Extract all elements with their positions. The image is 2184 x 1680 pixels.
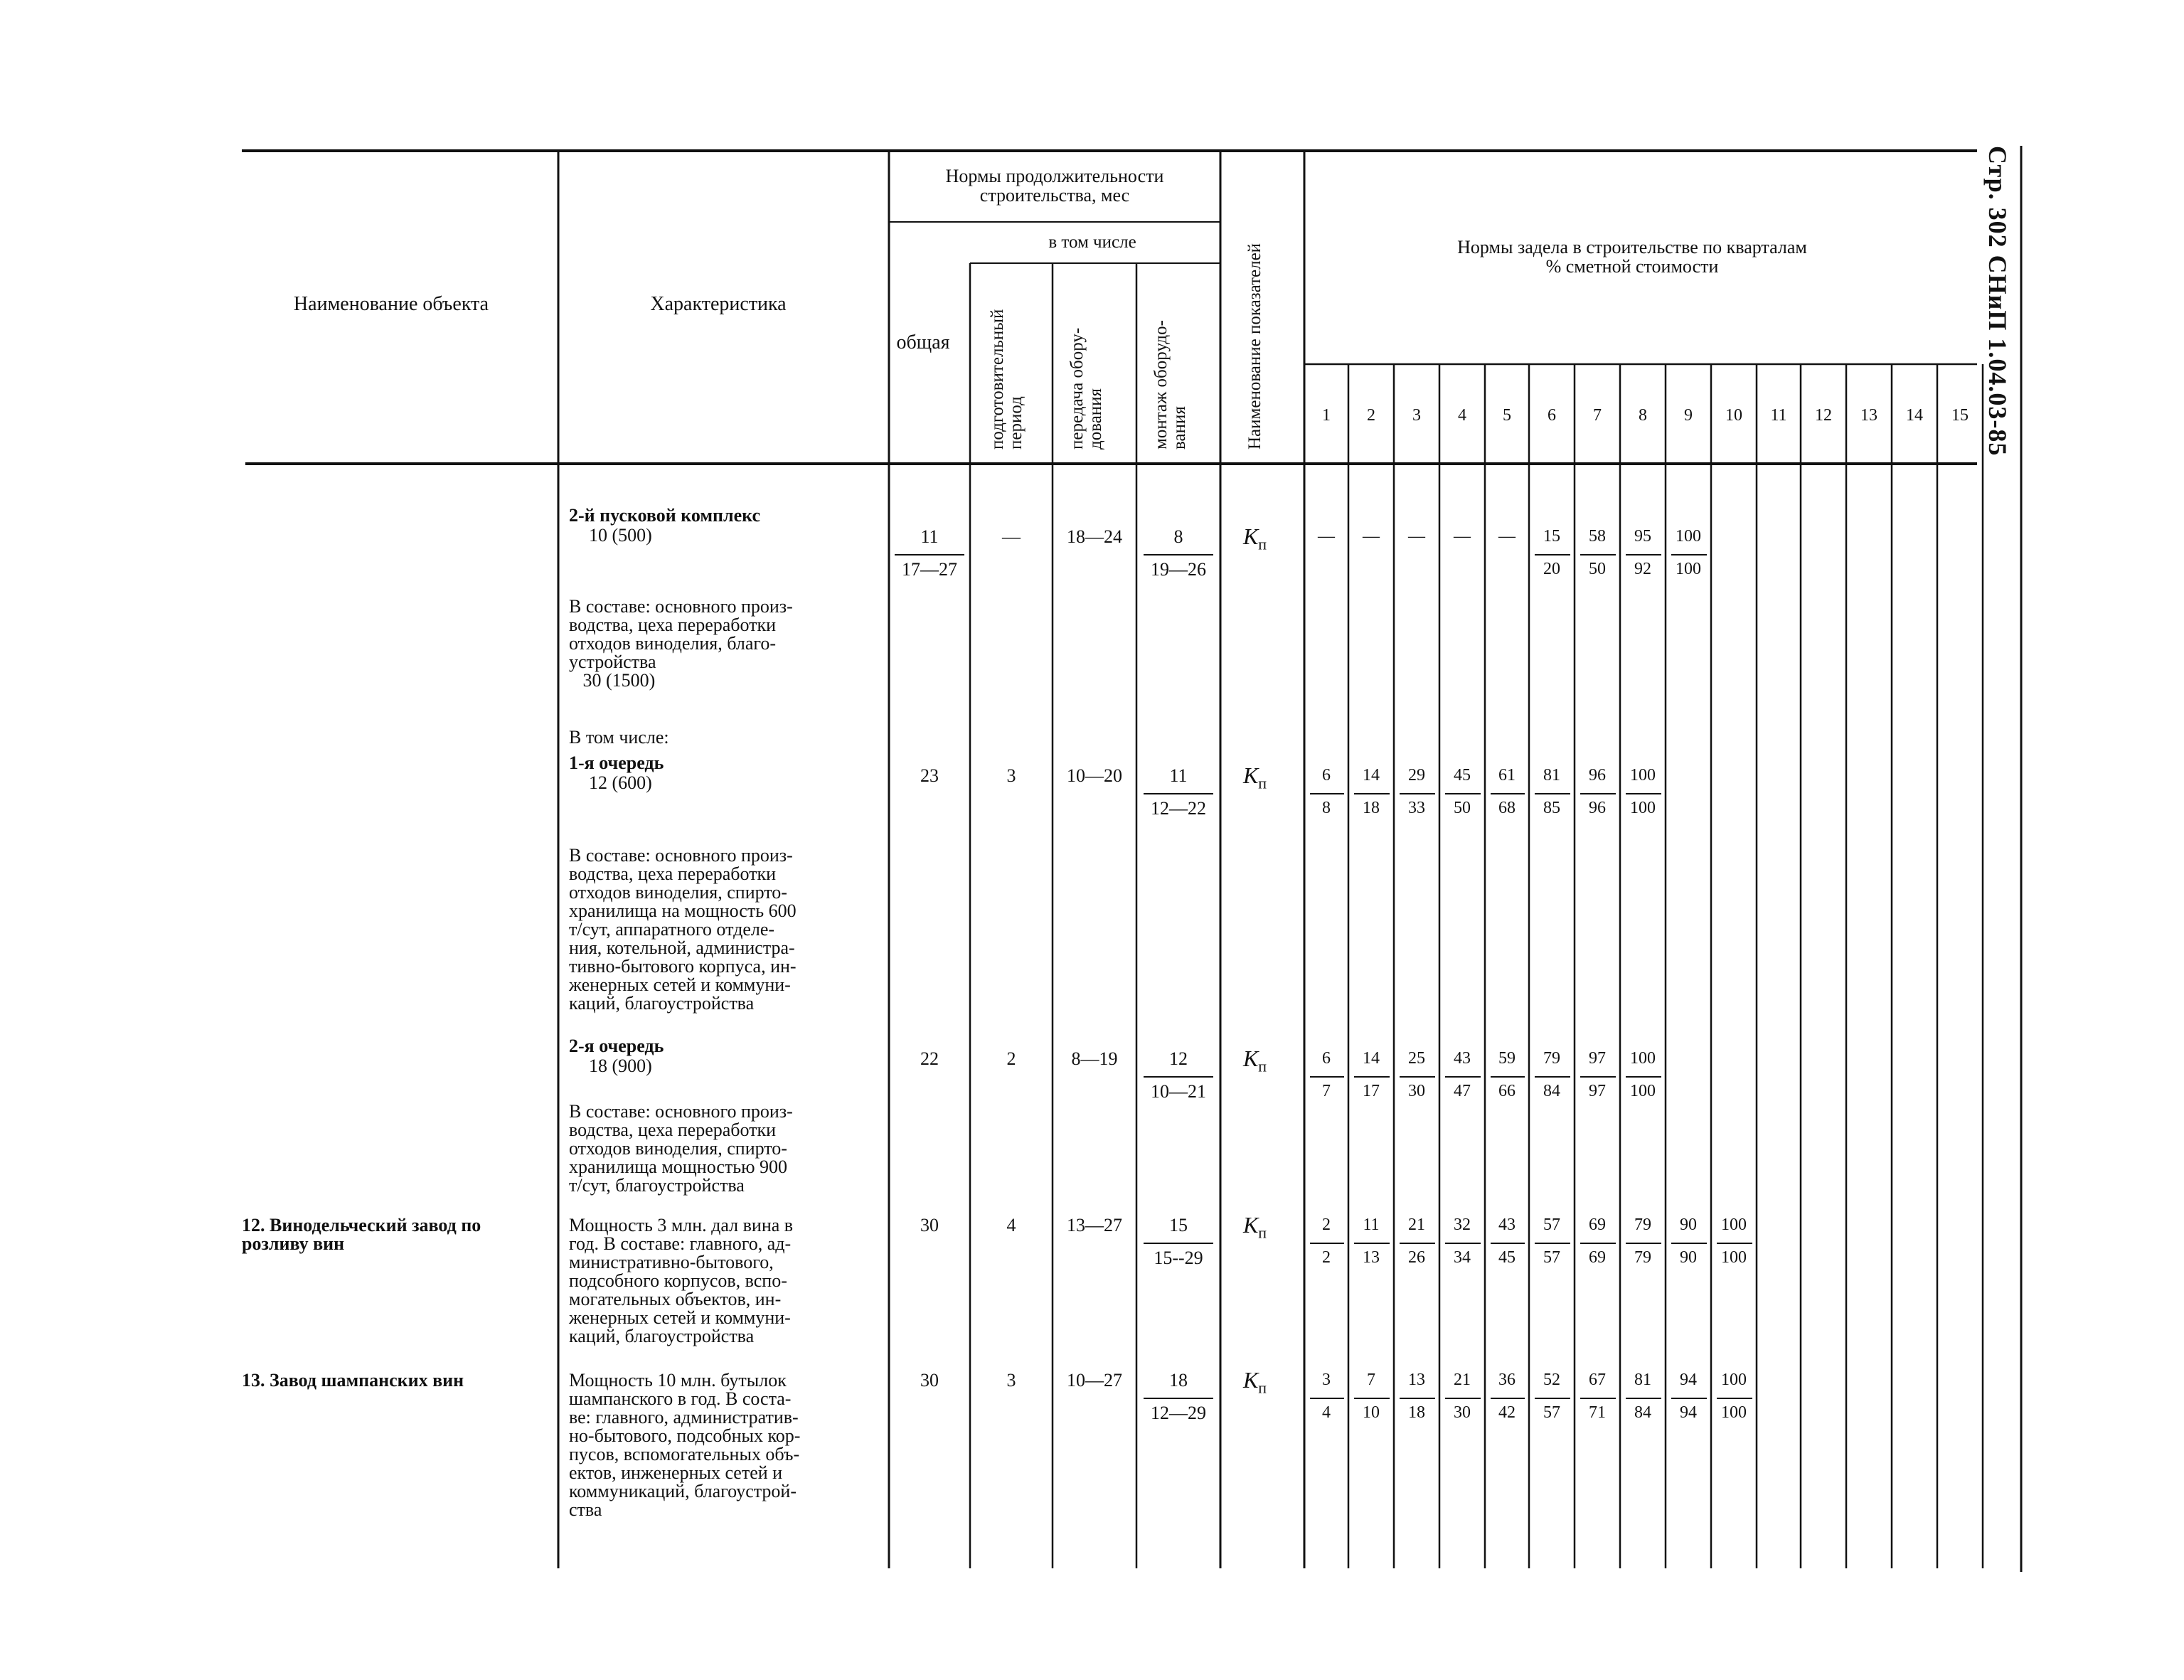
row-composition: В составе: основного произ- водства, цеха переработки отходов виноделия, благо- устройства 30 (1500) <box>569 596 793 691</box>
quarter-1-top: 2 <box>1322 1216 1331 1234</box>
quarter-header-10: 10 <box>1725 406 1742 425</box>
quarter-9-top: 90 <box>1680 1216 1697 1234</box>
header-total: общая <box>896 331 950 353</box>
equipment-install-value: 12 <box>1169 1048 1188 1069</box>
quarter-header-9: 9 <box>1684 406 1693 425</box>
quarter-7-top: 97 <box>1589 1049 1606 1068</box>
quarter-header-12: 12 <box>1815 406 1832 425</box>
quarter-5-top: — <box>1498 527 1516 546</box>
quarter-8-top: 95 <box>1634 527 1651 546</box>
equipment-transfer-value: 10—27 <box>1067 1370 1122 1391</box>
quarter-header-8: 8 <box>1639 406 1647 425</box>
equipment-install-value: 11 <box>1169 765 1188 786</box>
quarter-9-bottom: 100 <box>1676 560 1701 578</box>
quarter-6-bottom: 57 <box>1543 1403 1560 1422</box>
quarter-1-top: 3 <box>1322 1371 1331 1389</box>
header-duration-norms: Нормы продолжительности строительства, мес <box>945 166 1164 206</box>
quarter-6-top: 79 <box>1543 1049 1560 1068</box>
quarter-7-top: 96 <box>1589 766 1606 785</box>
quarter-4-bottom: 50 <box>1454 799 1471 817</box>
row-composition: Мощность 3 млн. дал вина в год. В составе: главного, ад- министративно-бытового, подсобного корпусов, вспо- могательных объектов, ин- женерных сетей и коммуни- каций, благоустройства <box>569 1215 794 1346</box>
quarter-7-bottom: 71 <box>1589 1403 1606 1422</box>
header-object-name: Наименование объекта <box>293 293 489 315</box>
equipment-transfer-value: 10—20 <box>1067 765 1122 786</box>
quarter-2-bottom: 18 <box>1363 799 1380 817</box>
quarter-8-bottom: 92 <box>1634 560 1651 578</box>
quarter-5-bottom: 45 <box>1498 1248 1516 1267</box>
prep-period-value: — <box>1002 526 1021 547</box>
indicator-kp: $К_п$ <box>1243 762 1267 792</box>
equipment-transfer-value: 18—24 <box>1067 526 1122 547</box>
quarter-2-bottom: 13 <box>1363 1248 1380 1267</box>
quarter-header-11: 11 <box>1770 406 1787 425</box>
quarter-5-top: 36 <box>1498 1371 1516 1389</box>
quarter-9-top: 94 <box>1680 1371 1697 1389</box>
prep-period-value: 3 <box>1006 1370 1016 1391</box>
quarter-header-3: 3 <box>1412 406 1421 425</box>
duration-total: 30 <box>920 1370 939 1391</box>
quarter-5-bottom: 42 <box>1498 1403 1516 1422</box>
quarter-9-bottom: 94 <box>1680 1403 1697 1422</box>
quarter-header-2: 2 <box>1367 406 1375 425</box>
quarter-1-bottom: 8 <box>1322 799 1331 817</box>
quarter-4-bottom: 34 <box>1454 1248 1471 1267</box>
quarter-7-bottom: 97 <box>1589 1082 1606 1100</box>
equipment-install-value: 18 <box>1169 1370 1188 1391</box>
header-prep-period: подготовительный период <box>988 309 1026 450</box>
duration-total: 30 <box>920 1215 939 1235</box>
indicator-kp: $К_п$ <box>1243 1046 1267 1075</box>
quarter-3-top: 29 <box>1408 766 1425 785</box>
quarter-4-top: — <box>1454 527 1471 546</box>
prep-period-value: 3 <box>1006 765 1016 786</box>
quarter-8-top: 81 <box>1634 1371 1651 1389</box>
prep-period-value: 2 <box>1006 1048 1016 1069</box>
quarter-3-top: 13 <box>1408 1371 1425 1389</box>
quarter-header-1: 1 <box>1322 406 1331 425</box>
quarter-6-top: 57 <box>1543 1216 1560 1234</box>
quarter-1-bottom: 2 <box>1322 1248 1331 1267</box>
duration-total: 23 <box>920 765 939 786</box>
row-pretitle: В том числе: <box>569 727 669 748</box>
quarter-6-bottom: 84 <box>1543 1082 1560 1100</box>
quarter-4-bottom: 47 <box>1454 1082 1471 1100</box>
row-capacity: 12 (600) <box>589 772 652 793</box>
header-indicator-name: Наименование показателей <box>1245 243 1264 450</box>
duration-total: 22 <box>920 1048 939 1069</box>
quarter-7-top: 69 <box>1589 1216 1606 1234</box>
quarter-header-4: 4 <box>1458 406 1466 425</box>
quarter-1-top: 6 <box>1322 766 1331 785</box>
equipment-install-sub: 12—29 <box>1151 1403 1206 1423</box>
quarter-2-top: 11 <box>1363 1216 1380 1234</box>
quarter-6-top: 81 <box>1543 766 1560 785</box>
quarter-6-bottom: 57 <box>1543 1248 1560 1267</box>
quarter-8-top: 79 <box>1634 1216 1651 1234</box>
quarter-2-top: 14 <box>1363 766 1380 785</box>
quarter-5-top: 59 <box>1498 1049 1516 1068</box>
row-composition: В составе: основного произ- водства, цеха переработки отходов виноделия, спирто- хранилища на мощность 600 т/сут, аппаратного отделе- ния, котельной, администра- тивно-бытового корпуса, ин- женерных сетей и коммуни- каций, благоустройства <box>569 845 797 1014</box>
equipment-install-sub: 10—21 <box>1151 1081 1206 1102</box>
quarter-7-bottom: 96 <box>1589 799 1606 817</box>
quarter-2-bottom: 17 <box>1363 1082 1380 1100</box>
object-name: 13. Завод шампанских вин <box>242 1370 464 1391</box>
quarter-10-bottom: 100 <box>1721 1403 1747 1422</box>
row-composition: Мощность 10 млн. бутылок шампанского в год. В соста- ве: главного, административ- но-бытового, подсобных кор- пусов, вспомогательных объ- ектов, инженерных сетей и коммуникаций, благоустрой- ства <box>569 1370 801 1520</box>
equipment-transfer-value: 8—19 <box>1071 1048 1118 1069</box>
quarter-2-top: — <box>1363 527 1380 546</box>
equipment-install-value: 15 <box>1169 1215 1188 1235</box>
quarter-7-top: 67 <box>1589 1371 1606 1389</box>
indicator-kp: $К_п$ <box>1243 523 1267 553</box>
header-characteristic: Характеристика <box>650 293 787 315</box>
quarter-1-top: 6 <box>1322 1049 1331 1068</box>
duration-total-sub: 17—27 <box>902 559 957 580</box>
row-title: 1-я очередь <box>569 753 664 773</box>
quarter-header-15: 15 <box>1951 406 1969 425</box>
row-capacity: 18 (900) <box>589 1056 652 1076</box>
quarter-10-bottom: 100 <box>1721 1248 1747 1267</box>
quarter-8-bottom: 79 <box>1634 1248 1651 1267</box>
quarter-7-bottom: 69 <box>1589 1248 1606 1267</box>
quarter-4-bottom: 30 <box>1454 1403 1471 1422</box>
quarter-header-13: 13 <box>1860 406 1877 425</box>
header-equipment-install: монтаж оборудо- вания <box>1151 320 1190 450</box>
equipment-install-sub: 19—26 <box>1151 559 1206 580</box>
quarter-8-top: 100 <box>1630 1049 1656 1068</box>
quarter-8-top: 100 <box>1630 766 1656 785</box>
quarter-5-bottom: 68 <box>1498 799 1516 817</box>
quarter-3-bottom: 30 <box>1408 1082 1425 1100</box>
equipment-install-sub: 15--29 <box>1154 1248 1203 1268</box>
quarter-9-bottom: 90 <box>1680 1248 1697 1267</box>
quarter-10-top: 100 <box>1721 1216 1747 1234</box>
quarter-2-top: 14 <box>1363 1049 1380 1068</box>
quarter-8-bottom: 100 <box>1630 799 1656 817</box>
quarter-3-top: — <box>1408 527 1425 546</box>
header-backlog-norms: Нормы задела в строительстве по кварталам % сметной стоимости <box>1457 237 1807 277</box>
equipment-transfer-value: 13—27 <box>1067 1215 1122 1235</box>
indicator-kp: $К_п$ <box>1243 1212 1267 1242</box>
quarter-1-bottom: 4 <box>1322 1403 1331 1422</box>
header-including: в том числе <box>1048 233 1136 252</box>
header-equipment-transfer: передача обору- дования <box>1067 327 1106 450</box>
quarter-3-bottom: 33 <box>1408 799 1425 817</box>
quarter-6-bottom: 85 <box>1543 799 1560 817</box>
quarter-6-top: 52 <box>1543 1371 1560 1389</box>
quarter-7-top: 58 <box>1589 527 1606 546</box>
quarter-8-bottom: 84 <box>1634 1403 1651 1422</box>
quarter-10-top: 100 <box>1721 1371 1747 1389</box>
row-title: 2-й пусковой комплекс <box>569 505 761 526</box>
quarter-1-bottom: 7 <box>1322 1082 1331 1100</box>
quarter-2-bottom: 10 <box>1363 1403 1380 1422</box>
page-side-caption: Стр. 302 СНиП 1.04.03-85 <box>1983 146 2012 457</box>
quarter-3-bottom: 26 <box>1408 1248 1425 1267</box>
quarter-header-14: 14 <box>1906 406 1923 425</box>
quarter-2-top: 7 <box>1367 1371 1375 1389</box>
quarter-3-bottom: 18 <box>1408 1403 1425 1422</box>
quarter-5-top: 61 <box>1498 766 1516 785</box>
quarter-header-6: 6 <box>1548 406 1556 425</box>
equipment-install-sub: 12—22 <box>1151 798 1206 819</box>
quarter-7-bottom: 50 <box>1589 560 1606 578</box>
quarter-3-top: 25 <box>1408 1049 1425 1068</box>
quarter-4-top: 45 <box>1454 766 1471 785</box>
duration-total: 11 <box>920 526 939 547</box>
prep-period-value: 4 <box>1006 1215 1016 1235</box>
quarter-header-5: 5 <box>1503 406 1511 425</box>
quarter-4-top: 43 <box>1454 1049 1471 1068</box>
quarter-6-top: 15 <box>1543 527 1560 546</box>
quarter-9-top: 100 <box>1676 527 1701 546</box>
row-composition: В составе: основного произ- водства, цеха переработки отходов виноделия, спирто- хранилища мощностью 900 т/сут, благоустройства <box>569 1101 793 1196</box>
object-name: 12. Винодельческий завод по розливу вин <box>242 1215 481 1254</box>
quarter-6-bottom: 20 <box>1543 560 1560 578</box>
quarter-header-7: 7 <box>1593 406 1602 425</box>
indicator-kp: $К_п$ <box>1243 1367 1267 1397</box>
quarter-5-top: 43 <box>1498 1216 1516 1234</box>
quarter-5-bottom: 66 <box>1498 1082 1516 1100</box>
row-capacity: 10 (500) <box>589 525 652 546</box>
quarter-1-top: — <box>1318 527 1335 546</box>
quarter-4-top: 21 <box>1454 1371 1471 1389</box>
quarter-8-bottom: 100 <box>1630 1082 1656 1100</box>
equipment-install-value: 8 <box>1173 526 1183 547</box>
row-title: 2-я очередь <box>569 1036 664 1056</box>
quarter-3-top: 21 <box>1408 1216 1425 1234</box>
quarter-4-top: 32 <box>1454 1216 1471 1234</box>
